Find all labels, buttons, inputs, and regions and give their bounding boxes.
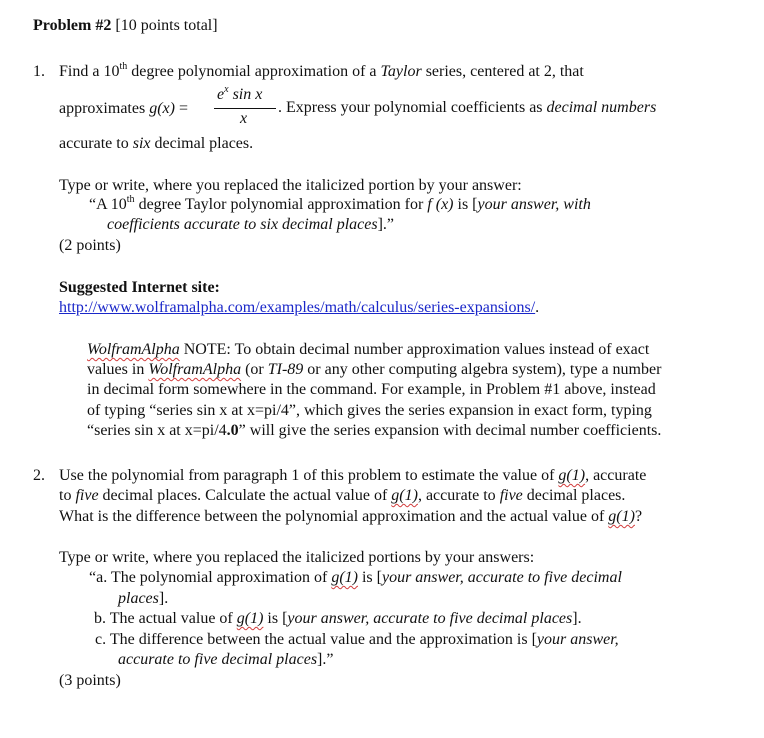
- note-line5: “series sin x at x=pi/4.0” will give the series expansion with decimal number coefficients.: [87, 422, 662, 439]
- q2-line3: What is the difference between the polynomial approximation and the actual value of g(1)?: [59, 508, 643, 525]
- fraction-bar: [214, 108, 276, 109]
- problem-points: [10 points total]: [115, 17, 218, 34]
- fraction-numerator: $e^x$ sin x: [217, 83, 263, 103]
- g1-ref: g(1): [558, 467, 586, 484]
- q1-line2: approximates g(x) =: [59, 100, 188, 117]
- q2-item-c-line1: c. The difference between the actual value and the approximation is [your answer,: [95, 631, 619, 648]
- q1-line3: accurate to six decimal places.: [59, 135, 254, 152]
- problem-title: Problem #2: [33, 17, 112, 34]
- q2-item-a-line2: places].: [118, 590, 169, 607]
- g1-ref: g(1): [236, 610, 264, 627]
- q1-line2-rest: . Express your polynomial coefficients as decimal numbers: [278, 99, 657, 116]
- site-heading: Suggested Internet site:: [59, 279, 220, 296]
- q2-item-b: b. The actual value of g(1) is [your answer, accurate to five decimal places].: [94, 610, 582, 627]
- g1-ref: g(1): [331, 569, 358, 586]
- q1-line1: Find a 10th degree polynomial approximation of a Taylor series, centered at 2, that: [59, 60, 584, 80]
- problem-header: [33, 16, 218, 36]
- note-line3: in decimal form somewhere in the command. For example, in Problem #1 above, instead: [87, 381, 656, 398]
- note-line1: WolframAlpha NOTE: To obtain decimal number approximation values instead of exact: [87, 341, 650, 358]
- wolfram-series-link[interactable]: http://www.wolframalpha.com/examples/math/calculus/series-expansions/: [59, 299, 536, 316]
- gx-fraction: [214, 83, 278, 134]
- site-link-line: http://www.wolframalpha.com/examples/math/calculus/series-expansions/.: [59, 299, 540, 316]
- gx-function: g(x): [149, 100, 175, 117]
- q2-number: 2.: [33, 467, 45, 484]
- fraction-denominator: x: [240, 110, 248, 127]
- g1-ref: g(1): [391, 487, 418, 504]
- wolframalpha-misspell-2: WolframAlpha: [148, 361, 242, 378]
- q1-instruction: Type or write, where you replaced the italicized portion by your answer:: [59, 177, 522, 194]
- q2-points: (3 points): [59, 672, 121, 689]
- q2-line1: Use the polynomial from paragraph 1 of this problem to estimate the value of g(1), accurate: [59, 467, 647, 484]
- q2-item-c-line2: accurate to five decimal places].”: [118, 651, 334, 668]
- q1-answer-template-line1: “A 10th degree Taylor polynomial approximation for f (x) is [your answer, with: [89, 193, 591, 213]
- g1-ref: g(1): [608, 508, 635, 525]
- q1-answer-template-line2: coefficients accurate to six decimal places].”: [107, 216, 395, 233]
- note-line4: of typing “series sin x at x=pi/4”, which gives the series expansion in exact form, typing: [87, 402, 652, 419]
- wolframalpha-misspell-1: WolframAlpha: [87, 341, 180, 358]
- q1-points: (2 points): [59, 237, 121, 254]
- q2-item-a-line1: “a. The polynomial approximation of g(1) is [your answer, accurate to five decimal: [89, 569, 622, 586]
- q2-line2: to five decimal places. Calculate the actual value of g(1), accurate to five decimal places.: [59, 487, 626, 504]
- q1-number: 1.: [33, 63, 45, 80]
- q2-instruction: Type or write, where you replaced the italicized portions by your answers:: [59, 549, 535, 566]
- note-line2: values in WolframAlpha (or TI-89 or any other computing algebra system), type a number: [87, 361, 662, 378]
